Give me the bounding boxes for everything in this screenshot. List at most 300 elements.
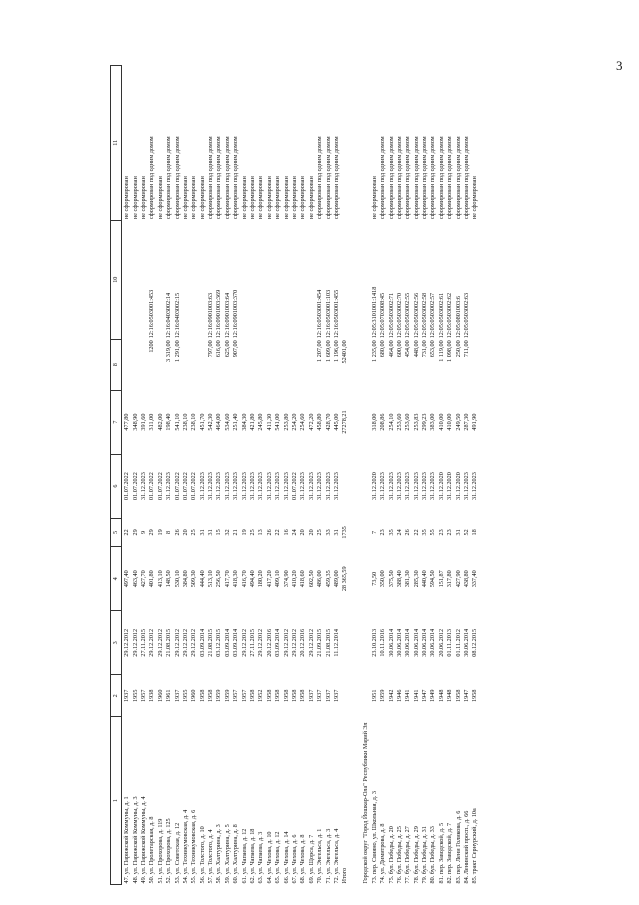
table-cell: 417,70 [223,570,231,588]
table-cell: не сформирован [471,176,479,220]
column-header: 8 [111,339,122,390]
table-cell: 454,00 [404,340,412,358]
table-cell: 427,70 [139,570,147,588]
table-cell: 350,00 [379,570,387,588]
table-cell: 22 [412,529,420,536]
table-cell: 459,35 [324,570,332,588]
table-cell [353,339,370,390]
table-row [437,66,445,885]
table-cell: 55. ул. Техникумовская, д. 6 [190,809,198,884]
table-cell [189,339,197,390]
table-cell: 12:05:0503002:58 [421,292,429,339]
table-cell: 31.12.2023 [240,472,248,500]
table-cell: сформирован под одним домом [387,136,395,220]
table-cell: сформирован под одним домом [332,136,340,220]
table-cell: сформирован под одним домом [148,136,156,220]
table-cell [353,611,370,675]
table-cell [340,675,348,717]
table-cell: 20 [299,529,307,536]
table-cell: 1937 [123,689,131,702]
table-cell: 250,00 [454,340,462,358]
table-cell: 383,00 [429,413,437,431]
table-cell: 66. ул. Чехова, д. 14 [282,831,290,884]
section-title: Городской округ "Город Йошкар-Ола" Республики Марий Эл [362,722,370,884]
table-row [428,66,436,885]
table-cell: 472,20 [307,413,315,431]
table-cell: 12:16:0503001:103 [324,289,332,339]
table-cell: 11.12.2014 [332,628,340,657]
table-cell: 12:16:0403002:14 [165,292,173,339]
table-cell: 08.12.2015 [471,628,479,657]
table-cell: 29.12.2012 [181,628,189,657]
column-header: 7 [111,390,122,454]
table-cell: 907,00 [232,340,240,358]
table-cell: 1951 [370,689,378,702]
table-cell: 35 [387,529,395,536]
table-cell: 616,00 [215,340,223,358]
table-cell [265,339,273,390]
table-cell: 31.12.2023 [463,472,471,500]
table-cell: не сформирован [181,176,189,220]
table-cell: 1948 [437,689,445,702]
table-cell: 602,50 [307,570,315,588]
table-cell: 01.07.2022 [291,472,298,500]
table-cell: 12:05:0503002:55 [404,292,412,339]
table-cell: 417,20 [265,570,273,588]
table-cell: 31.12.2023 [429,472,437,500]
table-cell: 29.12.2012 [131,628,139,657]
table-cell: 1946 [395,689,403,702]
table-cell: 30.06.2014 [404,628,412,657]
table-cell: 77. бул. Победы, д. 27 [404,826,412,884]
table-cell: 01.07.2022 [131,472,139,500]
table-cell: 12:16:0901003:370 [232,289,240,339]
table-cell: 489,00 [332,570,340,588]
table-cell: 27.11.2015 [249,628,257,657]
table-cell: 29.12.2012 [156,628,164,657]
table-cell: 534,60 [223,413,231,431]
table-cell: не сформирован [370,176,378,220]
table-cell: 29.12.2012 [173,628,181,657]
table-row [332,66,340,885]
table-cell [353,66,370,221]
table-cell: 285,30 [412,570,420,588]
table-cell: 78. бул. Победы, д. 29 [412,826,420,884]
table-cell [353,390,370,454]
table-cell: 1959 [215,689,223,702]
table-cell: 50. ул. Пролетарская, д. 8 [148,816,156,884]
table-cell: 1937 [173,689,181,702]
table-cell: 1937 [324,689,332,702]
table-cell: 22 [274,529,282,536]
table-cell: 31.12.2023 [387,472,395,500]
table-cell [130,339,138,390]
table-cell: сформирован под одним домом [165,136,173,220]
table-cell: сформирован под одним домом [215,136,223,220]
table-cell: 56. ул. Толстого, д. 10 [198,826,206,884]
table-cell: 30.06.2014 [421,628,429,657]
table-cell [340,220,348,339]
table-cell: 82. пер. Заводской, д. 7 [446,822,454,884]
table-cell: 12:16:0503001:454 [316,289,324,339]
table-cell: 1958 [265,689,273,702]
table-cell: 1 196,00 [332,340,340,362]
table-cell: 25 [190,529,198,536]
table-cell: 31.12.2023 [379,472,387,500]
table-cell: 48. ул. Парижской Коммуны, д. 3 [131,796,139,884]
table-cell: 12:05:0503002:57 [429,292,437,339]
table-cell: сформирован под одним домом [412,136,420,220]
table-cell: сформирован под одним домом [463,136,471,220]
table-cell: 384,80 [181,570,189,588]
table-cell: 254,20 [291,413,298,431]
table-row [420,66,428,885]
table-cell: 12:16:0403002:15 [173,292,181,339]
table-cell: 1 207,00 [316,340,324,362]
table-cell: 74. ул. Димитрова, д. 8 [379,823,387,884]
table-cell: 29.12.2012 [307,628,315,657]
table-cell [189,220,197,339]
table-cell: 317,80 [446,570,454,588]
table-cell: 413,10 [156,570,164,588]
table-cell: 12:05:0503002:71 [387,292,395,339]
table-cell: 31.12.2023 [265,472,273,500]
table-cell: 20 [307,529,315,536]
table-cell: 1937 [332,689,340,702]
table-cell [181,220,189,339]
table-cell: 391,60 [139,413,147,431]
table-row [139,66,147,885]
table-cell: 445,00 [332,413,340,431]
table-row [281,66,289,885]
table-cell: 22 [123,529,131,536]
table-cell: 29.12.2012 [291,628,298,657]
table-cell: 01.07.2022 [181,472,189,500]
table-cell: 31 [207,529,215,536]
table-cell: 29 [148,529,156,536]
table-cell: 1947 [463,689,471,702]
table-cell: 76. бул. Победы, д. 25 [395,826,403,884]
table-cell: 1957 [232,689,240,702]
table-cell: 731,00 [421,340,429,358]
table-cell: 594,50 [429,570,437,588]
table-cell: 8 [165,530,173,534]
table-cell: 30.06.2014 [463,628,471,657]
table-cell: 31.12.2023 [395,472,403,500]
table-cell: 47. ул. Парижской Коммуны, д. 1 [123,796,131,884]
table-cell: 416,70 [240,570,248,588]
table-cell: 486,00 [316,570,324,588]
table-row [231,66,239,885]
table-cell: 31 [198,529,206,536]
table-cell: 1955 [131,689,139,702]
table-cell: 26 [404,529,412,536]
table-cell: 1958 [471,689,479,702]
column-header: 1 [111,717,122,885]
table-cell [156,339,164,390]
table-cell: не сформирован [291,176,298,220]
table-cell: 75. бул. Победы, д. 20 [387,826,395,884]
table-row [453,66,461,885]
table-cell: 625,00 [223,340,231,358]
table-cell: 458,80 [316,413,324,431]
table-cell: не сформирован [123,176,131,220]
table-row [147,66,155,885]
table-cell: 30.06.2014 [387,628,395,657]
table-cell: 1958 [282,689,290,702]
table-cell: 1 235,00 [370,340,378,362]
table-cell: не сформирован [131,176,139,220]
table-cell: 71. ул. Энгельса, д. 3 [324,828,332,884]
table-cell: 31.12.2023 [316,472,324,500]
table-row [181,66,189,885]
table-cell [198,220,206,339]
section-row [353,66,370,885]
table-cell: 12:05:0801003:6 [454,295,462,339]
table-cell: 52401,00 [341,340,349,364]
table-cell: 27.11.2015 [139,628,147,657]
table-cell: 32 [223,529,231,536]
table-cell: сформирован под одним домом [421,136,429,220]
table-cell: 1958 [454,689,462,702]
table-cell: 1958 [249,689,257,702]
table-cell: 01.11.2013 [446,628,454,657]
table-cell: не сформирован [139,176,147,220]
table-cell: 253,80 [282,413,290,431]
table-cell: 31.12.2023 [332,472,340,500]
table-cell: 1959 [379,689,387,702]
table-cell: 1200 [148,340,156,353]
table-cell: не сформирован [299,176,307,220]
table-cell: 03.09.2014 [198,628,206,657]
table-cell: 491,90 [471,413,479,431]
table-cell: 31.12.2020 [454,472,462,500]
table-cell: 72. ул. Энгельса, д. 4 [332,828,340,884]
table-cell: 30.06.2014 [412,628,420,657]
table-cell: 03.09.2014 [232,628,240,657]
table-cell: 81. пер. Заводской, д. 5 [437,822,445,884]
table-cell [273,339,281,390]
table-cell: 30.06.2014 [429,628,437,657]
table-cell: 01.07.2022 [173,472,181,500]
table-cell: 12:05:0503002:70 [395,292,403,339]
table-cell [181,339,189,390]
table-cell: 249,50 [454,413,462,431]
table-cell: 31.12.2020 [446,472,454,500]
table-cell: 21.08.2015 [165,628,173,657]
table-cell: 01.07.2022 [123,472,131,500]
table-row [403,66,411,885]
table-cell: 198,40 [165,413,173,431]
table-cell: сформирован под одним домом [404,136,412,220]
table-row [273,66,281,885]
table-cell: 21 [232,529,240,536]
table-row [290,66,298,885]
table-cell: 1952 [257,689,265,702]
table-cell: 348,90 [131,413,139,431]
table-cell: 12:16:0901003:369 [215,289,223,339]
table-cell: 253,60 [404,413,412,431]
table-cell: 73. пер. Свияно, ул. Школьная, д. 3 [370,791,378,884]
table-cell: 64. ул. Чехова, д. 10 [265,831,273,884]
table-cell: 1958 [291,689,298,702]
table-cell: 497,40 [123,570,131,588]
table-cell: 61. ул. Чапаева, д. 12 [240,828,248,884]
table-cell: 31.12.2023 [282,472,290,500]
table-cell: 20.06.2012 [437,628,445,657]
table-cell: 29.12.2012 [123,628,131,657]
table-cell: 421,80 [249,413,257,431]
table-cell: 1938 [148,689,156,702]
table-cell [156,220,164,339]
table-cell: 31.12.2023 [165,472,173,500]
table-cell: 509,30 [190,570,198,588]
table-row [323,66,331,885]
table-cell: 23.10.2013 [370,628,378,657]
table-cell: 1 291,00 [173,340,181,362]
table-cell: 31.12.2020 [437,472,445,500]
table-cell: 12:05:0503002:63 [463,292,471,339]
table-cell [353,518,370,547]
table-row [265,66,273,885]
table-cell [298,220,306,339]
table-cell: не сформирован [274,176,282,220]
table-cell: 25 [316,529,324,536]
table-cell: 25 [249,529,257,536]
table-cell: 384,30 [240,413,248,431]
table-cell: 83. пер. Лени Голикова, д. 6 [454,810,462,884]
table-cell: 253,60 [395,413,403,431]
table-cell: 31 [454,529,462,536]
table-cell: 31.12.2023 [324,472,332,500]
table-cell: 52 [463,529,471,536]
table-row [189,66,197,885]
column-header: 10 [111,220,122,339]
table-cell [239,220,247,339]
table-row [206,66,214,885]
table-cell: 62. ул. Чапаева, д. 18 [249,828,257,884]
header-row [111,66,122,885]
table-row [130,66,138,885]
table-cell: 20.12.2016 [265,628,273,657]
table-cell [290,220,298,339]
table-cell: 410,20 [291,570,298,588]
table-cell [281,220,289,339]
table-cell: 23 [437,529,445,536]
table-row [298,66,306,885]
table-cell: 1955 [181,689,189,702]
table-cell: 60. ул. Халтурина, д. 8 [232,824,240,884]
table-cell [273,220,281,339]
table-cell: сформирован под одним домом [316,136,324,220]
table-row [395,66,403,885]
table-cell: 01.11.2012 [454,628,462,657]
table-cell: 31.12.2023 [299,472,307,500]
table-row [156,66,164,885]
table-cell: не сформирован [282,176,290,220]
table-cell: 411,30 [265,413,273,431]
table-cell: 7 [370,530,378,534]
table-cell: не сформирован [265,176,273,220]
table-cell: 69. ул. Щорса, д. 7 [307,834,315,884]
table-cell: 21.08.2015 [207,628,215,657]
table-cell: Итого [341,867,349,884]
table-cell: 12:05:0503002:62 [446,292,454,339]
table-cell: 1941 [404,689,412,702]
table-cell: 1958 [198,689,206,702]
rotated-table-wrapper [110,65,479,885]
table-cell [353,675,370,717]
table-cell: 1960 [156,689,164,702]
table-cell: 12:05:3101001:1418 [370,286,378,339]
table-cell: 151,87 [437,570,445,588]
table-row [470,66,478,885]
table-cell: 1957 [139,689,147,702]
table-cell: 31.12.2023 [232,472,240,500]
table-row [412,66,420,885]
table-cell: 444,40 [198,570,206,588]
table-cell [139,339,147,390]
table-cell: 23 [379,529,387,536]
table-cell [265,220,273,339]
table-cell: 80. бул. Победы, д. 33 [429,826,437,884]
table-cell: 418,30 [232,570,240,588]
table-cell: 711,00 [463,340,471,358]
table-cell: сформирован под одним домом [223,136,231,220]
table-cell: сформирован под одним домом [232,136,240,220]
table-cell: сформирован под одним домом [437,136,445,220]
table-cell: не сформирован [240,176,248,220]
table-cell: 29.12.2012 [240,628,248,657]
table-cell: 254,10 [387,413,395,431]
table-cell: 337,40 [471,570,479,588]
table-cell: 30.06.2014 [395,628,403,657]
table-cell: 428,70 [324,413,332,431]
table-cell: 31.12.2023 [412,472,420,500]
table-cell: сформирован под одним домом [324,136,332,220]
table-cell: 1961 [165,689,173,702]
column-header: 2 [111,675,122,717]
table-cell: 79. бул. Победы, д. 31 [421,826,429,884]
table-cell [353,220,370,339]
table-cell [256,220,264,339]
table-cell [307,220,315,339]
table-cell: сформирован под одним домом [395,136,403,220]
table-cell: 1948 [446,689,454,702]
table-cell: 31.12.2023 [223,472,231,500]
table-cell: 253,83 [412,413,420,431]
table-cell: 542,30 [207,413,215,431]
table-cell: 208,86 [379,413,387,431]
table-cell: 31.12.2023 [207,472,215,500]
table-cell: 1960 [190,689,198,702]
table-cell: 448,00 [412,340,420,358]
table-cell [298,339,306,390]
table-cell: не сформирован [307,176,315,220]
table-row [462,66,470,885]
table-cell: 27278,21 [341,410,349,434]
table-cell: 24 [291,529,298,536]
table-cell: 256,50 [215,570,223,588]
table-cell: 26 [265,529,273,536]
table-cell: 12:05:0503002:61 [437,292,445,339]
table-cell: 1937 [307,689,315,702]
table-cell: 12:16:0901003:63 [207,292,215,339]
table-cell: не сформирован [249,176,257,220]
table-cell: не сформирован [156,176,164,220]
table-body [122,66,479,885]
table-cell: 20 [181,529,189,536]
